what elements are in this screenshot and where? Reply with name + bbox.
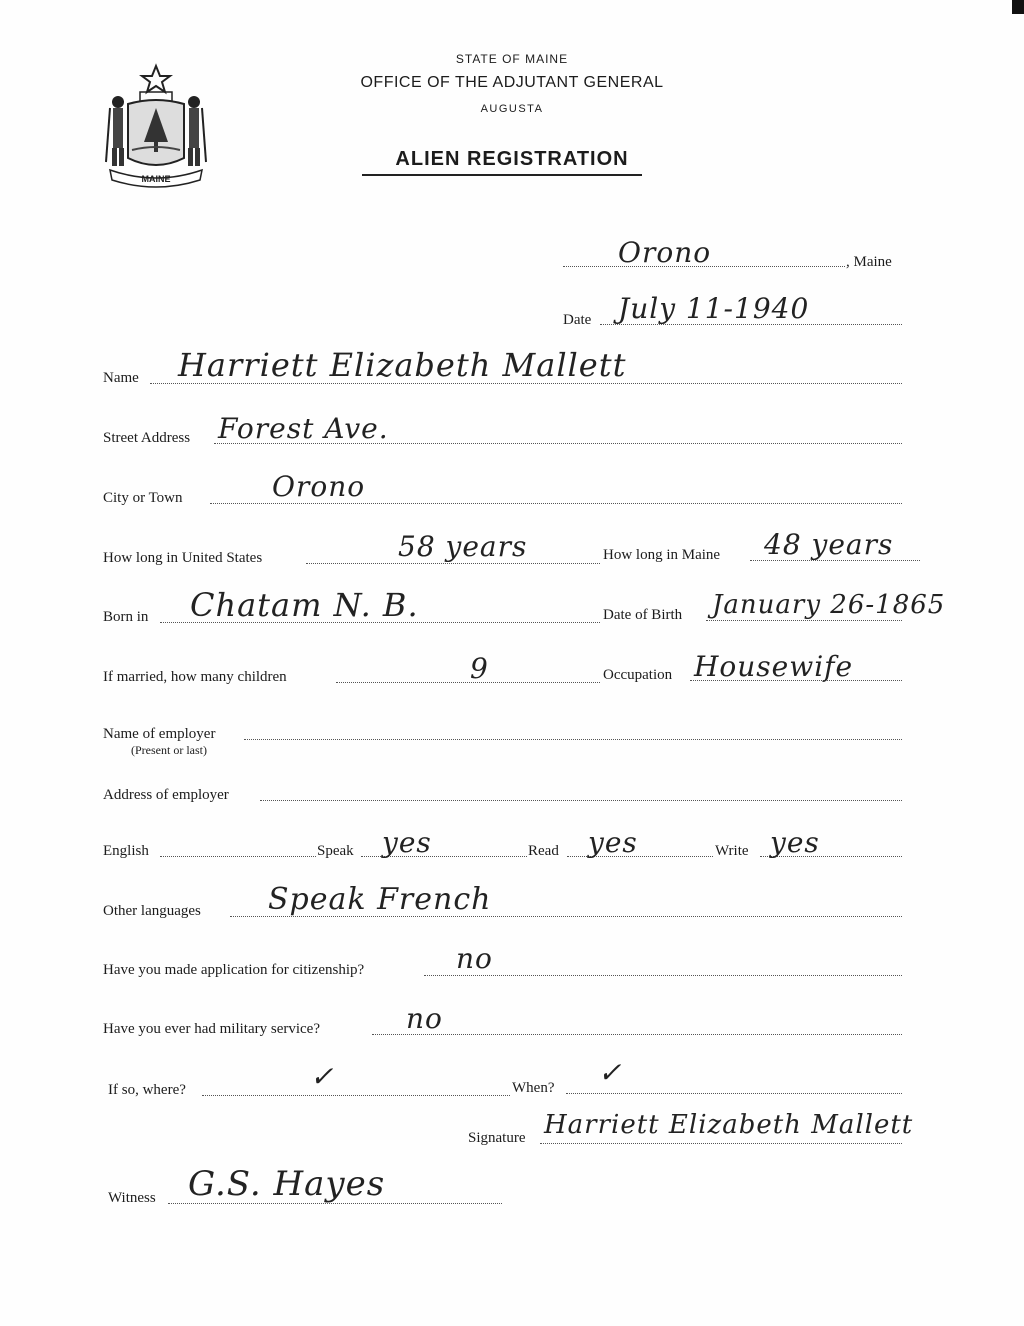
- street-value: Forest Ave.: [218, 412, 389, 445]
- how-long-maine-value: 48 years: [764, 528, 894, 561]
- english-label: English: [103, 843, 149, 859]
- how-long-us-line: [306, 563, 600, 564]
- dob-line: [706, 620, 902, 621]
- street-label: Street Address: [103, 430, 191, 446]
- where-value: ✓: [310, 1060, 335, 1093]
- speak-value: yes: [382, 826, 432, 859]
- other-languages-value: Speak French: [268, 882, 492, 917]
- witness-value: G.S. Hayes: [188, 1164, 386, 1204]
- citizenship-value: no: [456, 942, 493, 975]
- when-label: When?: [512, 1080, 555, 1096]
- other-languages-label: Other languages: [103, 903, 201, 919]
- witness-label: Witness: [108, 1190, 156, 1206]
- signature-label: Signature: [468, 1130, 526, 1146]
- write-label: Write: [715, 843, 749, 859]
- title-underline: [362, 174, 642, 176]
- city-line: [210, 503, 902, 504]
- occupation-value: Housewife: [694, 650, 854, 683]
- where-line: [202, 1095, 510, 1096]
- state-heading: STATE OF MAINE: [455, 52, 569, 66]
- children-line: [336, 682, 600, 683]
- scan-edge-mark: [1012, 0, 1024, 14]
- dob-label: Date of Birth: [603, 607, 683, 623]
- write-value: yes: [770, 826, 820, 859]
- office-heading: OFFICE OF THE ADJUTANT GENERAL: [360, 74, 664, 91]
- occupation-label: Occupation: [603, 667, 673, 683]
- date-value: July 11-1940: [618, 292, 810, 325]
- when-line: [566, 1093, 902, 1094]
- seal-banner-text: MAINE: [141, 174, 171, 184]
- signature-value: Harriett Elizabeth Mallett: [544, 1110, 914, 1140]
- citizenship-label: Have you made application for citizenship?: [103, 962, 365, 978]
- how-long-us-value: 58 years: [398, 530, 528, 563]
- city-label: City or Town: [103, 490, 183, 506]
- where-label: If so, where?: [108, 1082, 186, 1098]
- signature-line: [540, 1143, 902, 1144]
- name-value: Harriett Elizabeth Mallett: [178, 346, 627, 384]
- military-label: Have you ever had military service?: [103, 1021, 320, 1037]
- children-label: If married, how many children: [103, 669, 287, 685]
- military-line: [372, 1034, 902, 1035]
- read-value: yes: [588, 826, 638, 859]
- city-heading: AUGUSTA: [480, 103, 544, 115]
- how-long-maine-label: How long in Maine: [603, 547, 721, 563]
- how-long-us-label: How long in United States: [103, 550, 263, 566]
- city-value: Orono: [272, 470, 366, 503]
- employer-address-line: [260, 800, 902, 801]
- employer-line: [244, 739, 902, 740]
- read-label: Read: [528, 843, 559, 859]
- name-label: Name: [103, 370, 139, 386]
- employer-sublabel: (Present or last): [131, 743, 207, 757]
- employer-label: Name of employer: [103, 726, 216, 742]
- speak-label: Speak: [317, 843, 354, 859]
- dob-value: January 26-1865: [712, 590, 946, 620]
- town-value: Orono: [618, 236, 712, 269]
- english-line: [160, 856, 316, 857]
- military-value: no: [406, 1002, 443, 1035]
- children-value: 9: [470, 652, 489, 685]
- born-in-value: Chatam N. B.: [190, 586, 419, 624]
- born-in-label: Born in: [103, 609, 149, 625]
- date-label: Date: [563, 312, 592, 328]
- citizenship-line: [424, 975, 902, 976]
- maine-label: , Maine: [846, 254, 892, 270]
- employer-address-label: Address of employer: [103, 787, 229, 803]
- when-value: ✓: [598, 1056, 623, 1089]
- page-title: ALIEN REGISTRATION: [395, 148, 629, 170]
